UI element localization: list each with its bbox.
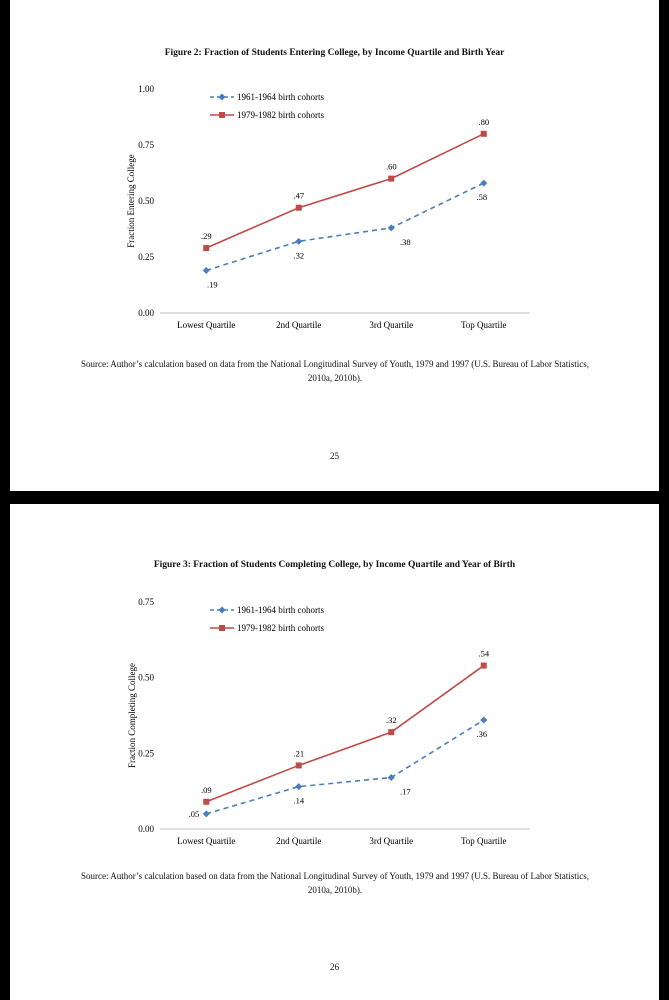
data-label: .14 bbox=[293, 795, 305, 806]
figure-3-title: Figure 3: Fraction of Students Completing College, by Income Quartile and Year of Birth bbox=[153, 560, 516, 570]
legend-marker bbox=[219, 625, 225, 631]
legend-marker bbox=[219, 94, 226, 101]
data-point-marker bbox=[481, 663, 487, 669]
x-tick-label: Lowest Quartile bbox=[177, 836, 236, 846]
data-label: .80 bbox=[478, 116, 490, 127]
figure-2-chart bbox=[10, 0, 659, 340]
x-tick-label: 2nd Quartile bbox=[276, 836, 322, 846]
data-label: .38 bbox=[399, 236, 411, 247]
data-label: .36 bbox=[476, 729, 488, 740]
series-line-1961-1964 bbox=[206, 720, 484, 814]
y-tick-label: 1.00 bbox=[138, 84, 154, 94]
series-line-1961-1964 bbox=[206, 183, 484, 270]
page-25 bbox=[10, 0, 659, 491]
data-label: .58 bbox=[476, 192, 488, 203]
x-tick-label: 2nd Quartile bbox=[276, 320, 322, 330]
data-label: .32 bbox=[293, 250, 305, 261]
data-label: .05 bbox=[188, 808, 200, 819]
y-tick-label: 0.00 bbox=[138, 308, 154, 318]
data-label: .19 bbox=[206, 279, 218, 290]
data-point-marker bbox=[203, 799, 209, 805]
data-point-marker bbox=[388, 176, 394, 182]
data-label: .47 bbox=[293, 190, 305, 201]
legend-label: 1979-1982 birth cohorts bbox=[237, 623, 324, 633]
data-point-marker bbox=[388, 224, 395, 231]
figure-3-chart bbox=[10, 504, 659, 854]
page-26 bbox=[10, 504, 659, 1000]
data-point-marker bbox=[388, 729, 394, 735]
legend-label: 1961-1964 birth cohorts bbox=[237, 605, 324, 615]
data-label: .54 bbox=[478, 648, 490, 659]
data-label: .29 bbox=[200, 231, 212, 242]
data-label: .17 bbox=[399, 786, 411, 797]
y-tick-label: 0.75 bbox=[138, 140, 154, 150]
data-point-marker bbox=[480, 180, 487, 187]
page-number: 25 bbox=[330, 451, 339, 461]
figure-2-source: Source: Author’s calculation based on data from the National Longitudinal Survey of Youth, 1979 and 1997 (U.S. Bureau of Labor Statistics, 2010a, 2010b). bbox=[81, 359, 589, 383]
legend-marker bbox=[219, 607, 226, 614]
data-label: .09 bbox=[200, 784, 212, 795]
data-point-marker bbox=[296, 205, 302, 211]
series-line-1979-1982 bbox=[206, 134, 484, 248]
data-point-marker bbox=[203, 245, 209, 251]
y-axis-label: Fraction Entering College bbox=[126, 154, 136, 248]
y-tick-label: 0.25 bbox=[138, 748, 154, 759]
figure-3-source: Source: Author’s calculation based on data from the National Longitudinal Survey of Youth, 1979 and 1997 (U.S. Bureau of Labor Statistics, 2010a, 2010b). bbox=[81, 871, 589, 895]
y-tick-label: 0.25 bbox=[138, 252, 154, 262]
x-tick-label: Top Quartile bbox=[460, 320, 507, 330]
x-tick-label: 3rd Quartile bbox=[369, 320, 414, 330]
data-point-marker bbox=[480, 717, 487, 724]
legend-label: 1961-1964 birth cohorts bbox=[237, 92, 324, 102]
page-number: 26 bbox=[330, 962, 339, 972]
legend-marker bbox=[219, 112, 225, 118]
y-tick-label: 0.50 bbox=[138, 672, 154, 683]
data-point-marker bbox=[295, 783, 302, 790]
x-tick-label: Lowest Quartile bbox=[177, 320, 236, 330]
y-tick-label: 0.75 bbox=[138, 597, 154, 607]
y-axis-label: Fraction Completing College bbox=[127, 663, 137, 768]
y-tick-label: 0.00 bbox=[138, 824, 154, 834]
data-label: .60 bbox=[385, 161, 397, 172]
data-point-marker bbox=[203, 267, 210, 274]
data-point-marker bbox=[481, 131, 487, 137]
figure-2-title: Figure 2: Fraction of Students Entering College, by Income Quartile and Birth Year bbox=[164, 48, 505, 58]
data-point-marker bbox=[296, 762, 302, 768]
x-tick-label: Top Quartile bbox=[460, 836, 507, 846]
data-point-marker bbox=[295, 238, 302, 245]
legend-label: 1979-1982 birth cohorts bbox=[237, 110, 324, 120]
data-label: .32 bbox=[385, 715, 397, 726]
data-label: .21 bbox=[293, 748, 305, 759]
y-tick-label: 0.50 bbox=[138, 196, 154, 206]
series-line-1979-1982 bbox=[206, 666, 484, 802]
data-point-marker bbox=[203, 810, 210, 817]
x-tick-label: 3rd Quartile bbox=[369, 836, 414, 846]
